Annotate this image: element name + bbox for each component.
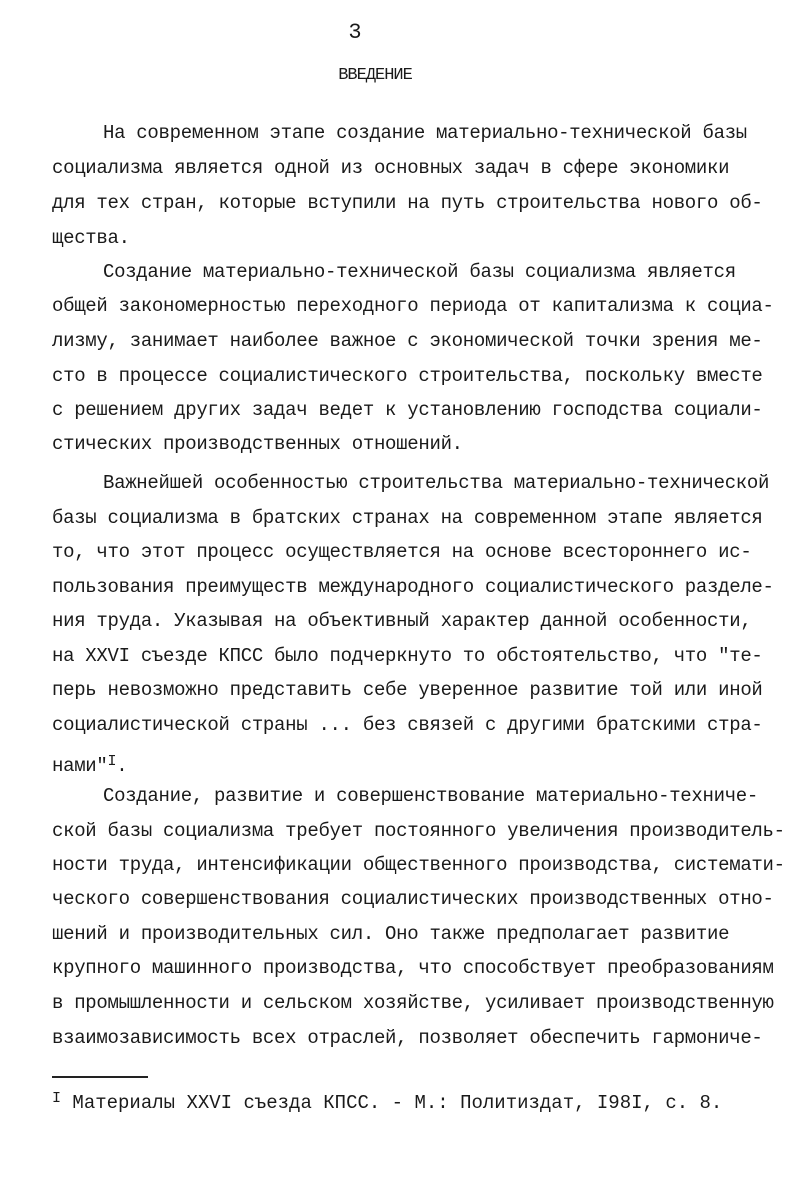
line-text: сто в процессе социалистического строительства, поскольку вместе: [52, 365, 763, 387]
text-line: [52, 1026, 763, 1050]
line-text: ческого совершенствования социалистических производственных отно-: [52, 888, 774, 910]
line-text: перь невозможно представить себе уверенное развитие той или иной: [52, 679, 763, 701]
text-line: [52, 678, 763, 702]
line-text: социалистической страны ... без связей с другими братскими стра-: [52, 714, 763, 736]
line-text: шений и производительных сил. Оно также предполагает развитие: [52, 923, 730, 945]
line-text: нами": [52, 755, 108, 777]
text-line: [52, 991, 774, 1015]
line-text: пользования преимуществ международного социалистического разделе-: [52, 576, 774, 598]
text-line: [52, 506, 763, 530]
text-line: [52, 364, 763, 388]
text-line: [52, 956, 774, 980]
footnote-divider: [52, 1076, 148, 1078]
section-title: ВВЕДЕНИЕ: [338, 66, 412, 85]
text-line: [52, 922, 729, 946]
line-text: лизму, занимает наиболее важное с экономической точки зрения ме-: [52, 330, 763, 352]
line-text: для тех стран, которые вступили на путь строительства нового об-: [52, 192, 763, 214]
line-text: общей закономерностью переходного периода от капитализма к социа-: [52, 295, 774, 317]
text-line: [52, 226, 130, 250]
text-line: [52, 609, 751, 633]
page-number: 3: [348, 20, 362, 45]
text-line: [103, 784, 758, 808]
line-text: взаимозависимость всех отраслей, позволяет обеспечить гармониче-: [52, 1027, 763, 1049]
text-line: [52, 329, 763, 353]
line-text: на XXVI съезде КПСС было подчеркнуто то обстоятельство, что "те-: [52, 645, 763, 667]
line-text: стических производственных отношений.: [52, 433, 463, 455]
text-line: [52, 540, 751, 564]
text-line: [52, 398, 763, 422]
line-text: ния труда. Указывая на объективный характер данной особенности,: [52, 610, 752, 632]
line-text: Важнейшей особенностью строительства материально-технической: [103, 472, 770, 494]
footnote-marker: I: [52, 1090, 62, 1107]
line-text: На современном этапе создание материально-технической базы: [103, 122, 747, 144]
text-line: [52, 853, 785, 877]
line-text: Создание, развитие и совершенствование материально-техниче-: [103, 785, 759, 807]
text-line: [52, 575, 774, 599]
text-line: [52, 713, 763, 737]
text-line: [52, 750, 127, 778]
footnote-text: Материалы XXVI съезда КПСС. - М.: Политиздат, I98I, с. 8.: [72, 1092, 723, 1114]
line-text: щества.: [52, 227, 130, 249]
line-text: ности труда, интенсификации общественного производства, системати-: [52, 854, 785, 876]
text-line: [52, 191, 763, 215]
text-line: [103, 471, 769, 495]
footnote-reference: I: [107, 753, 117, 770]
line-text: с решением других задач ведет к установлению господства социали-: [52, 399, 763, 421]
footnote: [52, 1090, 722, 1114]
sentence-end: .: [116, 755, 128, 777]
text-line: [52, 432, 463, 456]
line-text: социализма является одной из основных задач в сфере экономики: [52, 157, 730, 179]
line-text: Создание материально-технической базы социализма является: [103, 261, 736, 283]
text-line: [52, 644, 763, 668]
text-line: [52, 294, 774, 318]
text-line: [103, 121, 747, 145]
text-line: [52, 819, 785, 843]
line-text: базы социализма в братских странах на современном этапе является: [52, 507, 763, 529]
text-line: [103, 260, 736, 284]
line-text: ской базы социализма требует постоянного увеличения производитель-: [52, 820, 785, 842]
text-line: [52, 156, 729, 180]
line-text: крупного машинного производства, что способствует преобразованиям: [52, 957, 774, 979]
text-line: [52, 887, 774, 911]
line-text: то, что этот процесс осуществляется на основе всестороннего ис-: [52, 541, 752, 563]
line-text: в промышленности и сельском хозяйстве, усиливает производственную: [52, 992, 774, 1014]
